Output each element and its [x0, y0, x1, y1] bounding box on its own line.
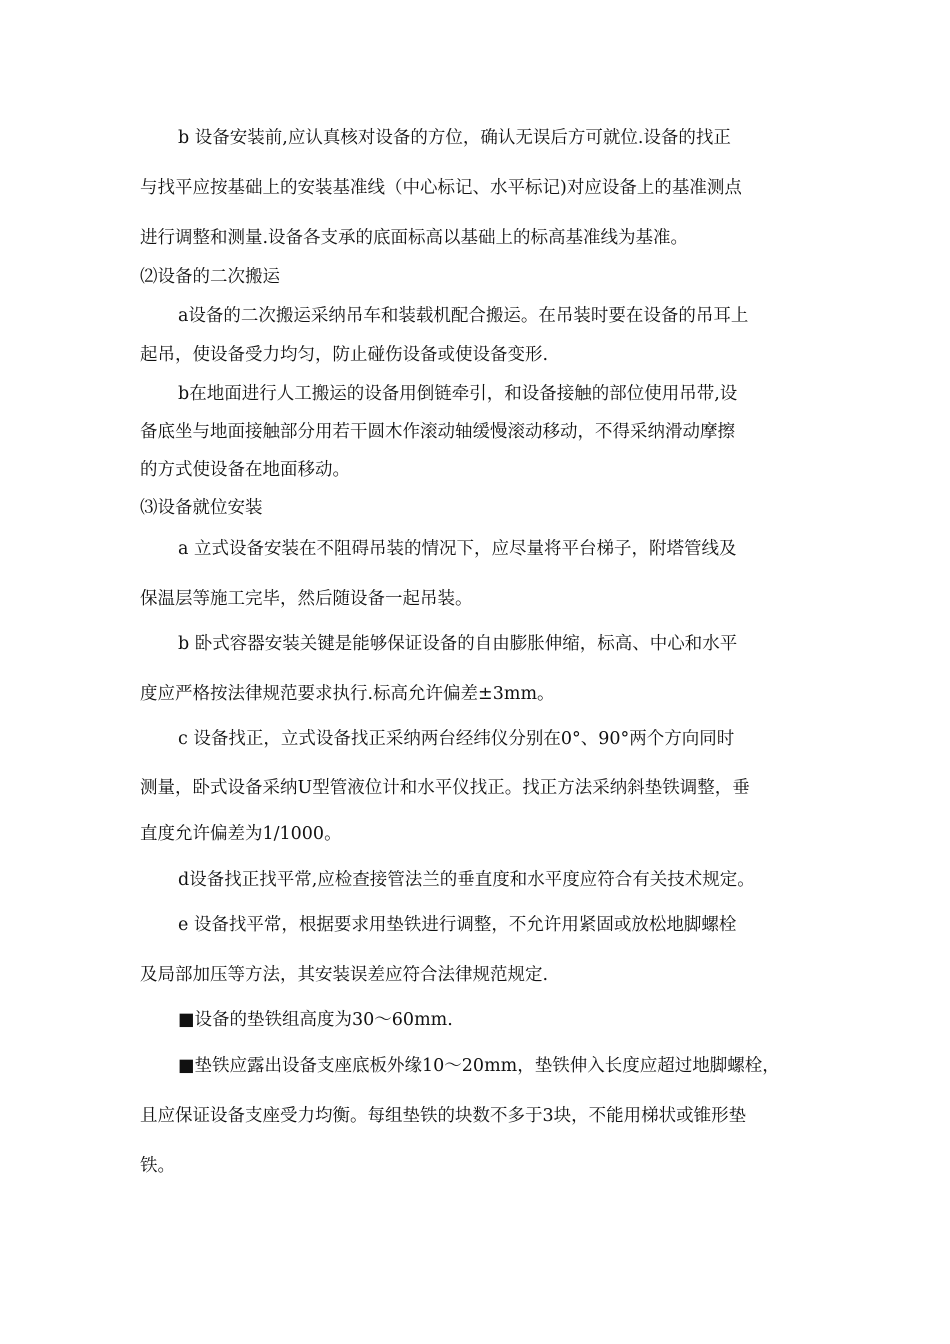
paragraph-line: 保温层等施工完毕，然后随设备一起吊装。: [140, 589, 473, 609]
section-heading: ⑵设备的二次搬运: [140, 267, 280, 287]
paragraph-line: 及局部加压等方法，其安装误差应符合法律规范规定.: [140, 965, 549, 985]
paragraph-line: a设备的二次搬运采纳吊车和装载机配合搬运。在吊装时要在设备的吊耳上: [178, 306, 749, 326]
paragraph-line: b 卧式容器安装关键是能够保证设备的自由膨胀伸缩，标高、中心和水平: [178, 634, 738, 654]
paragraph-line: a 立式设备安装在不阻碍吊装的情况下，应尽量将平台梯子，附塔管线及: [178, 539, 737, 559]
paragraph-line: d设备找正找平常,应检查接管法兰的垂直度和水平度应符合有关技术规定。: [178, 870, 755, 890]
paragraph-line: c 设备找正，立式设备找正采纳两台经纬仪分别在0°、90°两个方向同时: [178, 729, 735, 749]
paragraph-line: 直度允许偏差为1/1000。: [140, 824, 342, 844]
paragraph-line: 度应严格按法律规范要求执行.标高允许偏差±3mm。: [140, 684, 555, 704]
paragraph-line: 且应保证设备支座受力均衡。每组垫铁的块数不多于3块，不能用梯状或锥形垫: [140, 1106, 747, 1126]
section-heading: ⑶设备就位安装: [140, 498, 263, 518]
paragraph-line: b在地面进行人工搬运的设备用倒链牵引，和设备接触的部位使用吊带,设: [178, 384, 738, 404]
paragraph-line: 测量，卧式设备采纳U型管液位计和水平仪找正。找正方法采纳斜垫铁调整，垂: [140, 778, 750, 798]
paragraph-line: 铁。: [140, 1156, 175, 1176]
paragraph-line: 备底坐与地面接触部分用若干圆木作滚动轴缓慢滚动移动，不得采纳滑动摩擦: [140, 422, 735, 442]
paragraph-line: 进行调整和测量.设备各支承的底面标高以基础上的标高基准线为基准。: [140, 228, 689, 248]
bullet-item: ■垫铁应露出设备支座底板外缘10～20mm，垫铁伸入长度应超过地脚螺栓，: [178, 1056, 780, 1076]
paragraph-line: 起吊，使设备受力均匀，防止碰伤设备或使设备变形.: [140, 345, 549, 365]
bullet-item: ■设备的垫铁组高度为30～60mm.: [178, 1010, 453, 1030]
paragraph-line: 与找平应按基础上的安装基准线（中心标记、水平标记)对应设备上的基准测点: [140, 178, 742, 198]
paragraph-line: b 设备安装前,应认真核对设备的方位，确认无误后方可就位.设备的找正: [178, 128, 731, 148]
paragraph-line: e 设备找平常，根据要求用垫铁进行调整，不允许用紧固或放松地脚螺栓: [178, 915, 737, 935]
paragraph-line: 的方式使设备在地面移动。: [140, 460, 350, 480]
